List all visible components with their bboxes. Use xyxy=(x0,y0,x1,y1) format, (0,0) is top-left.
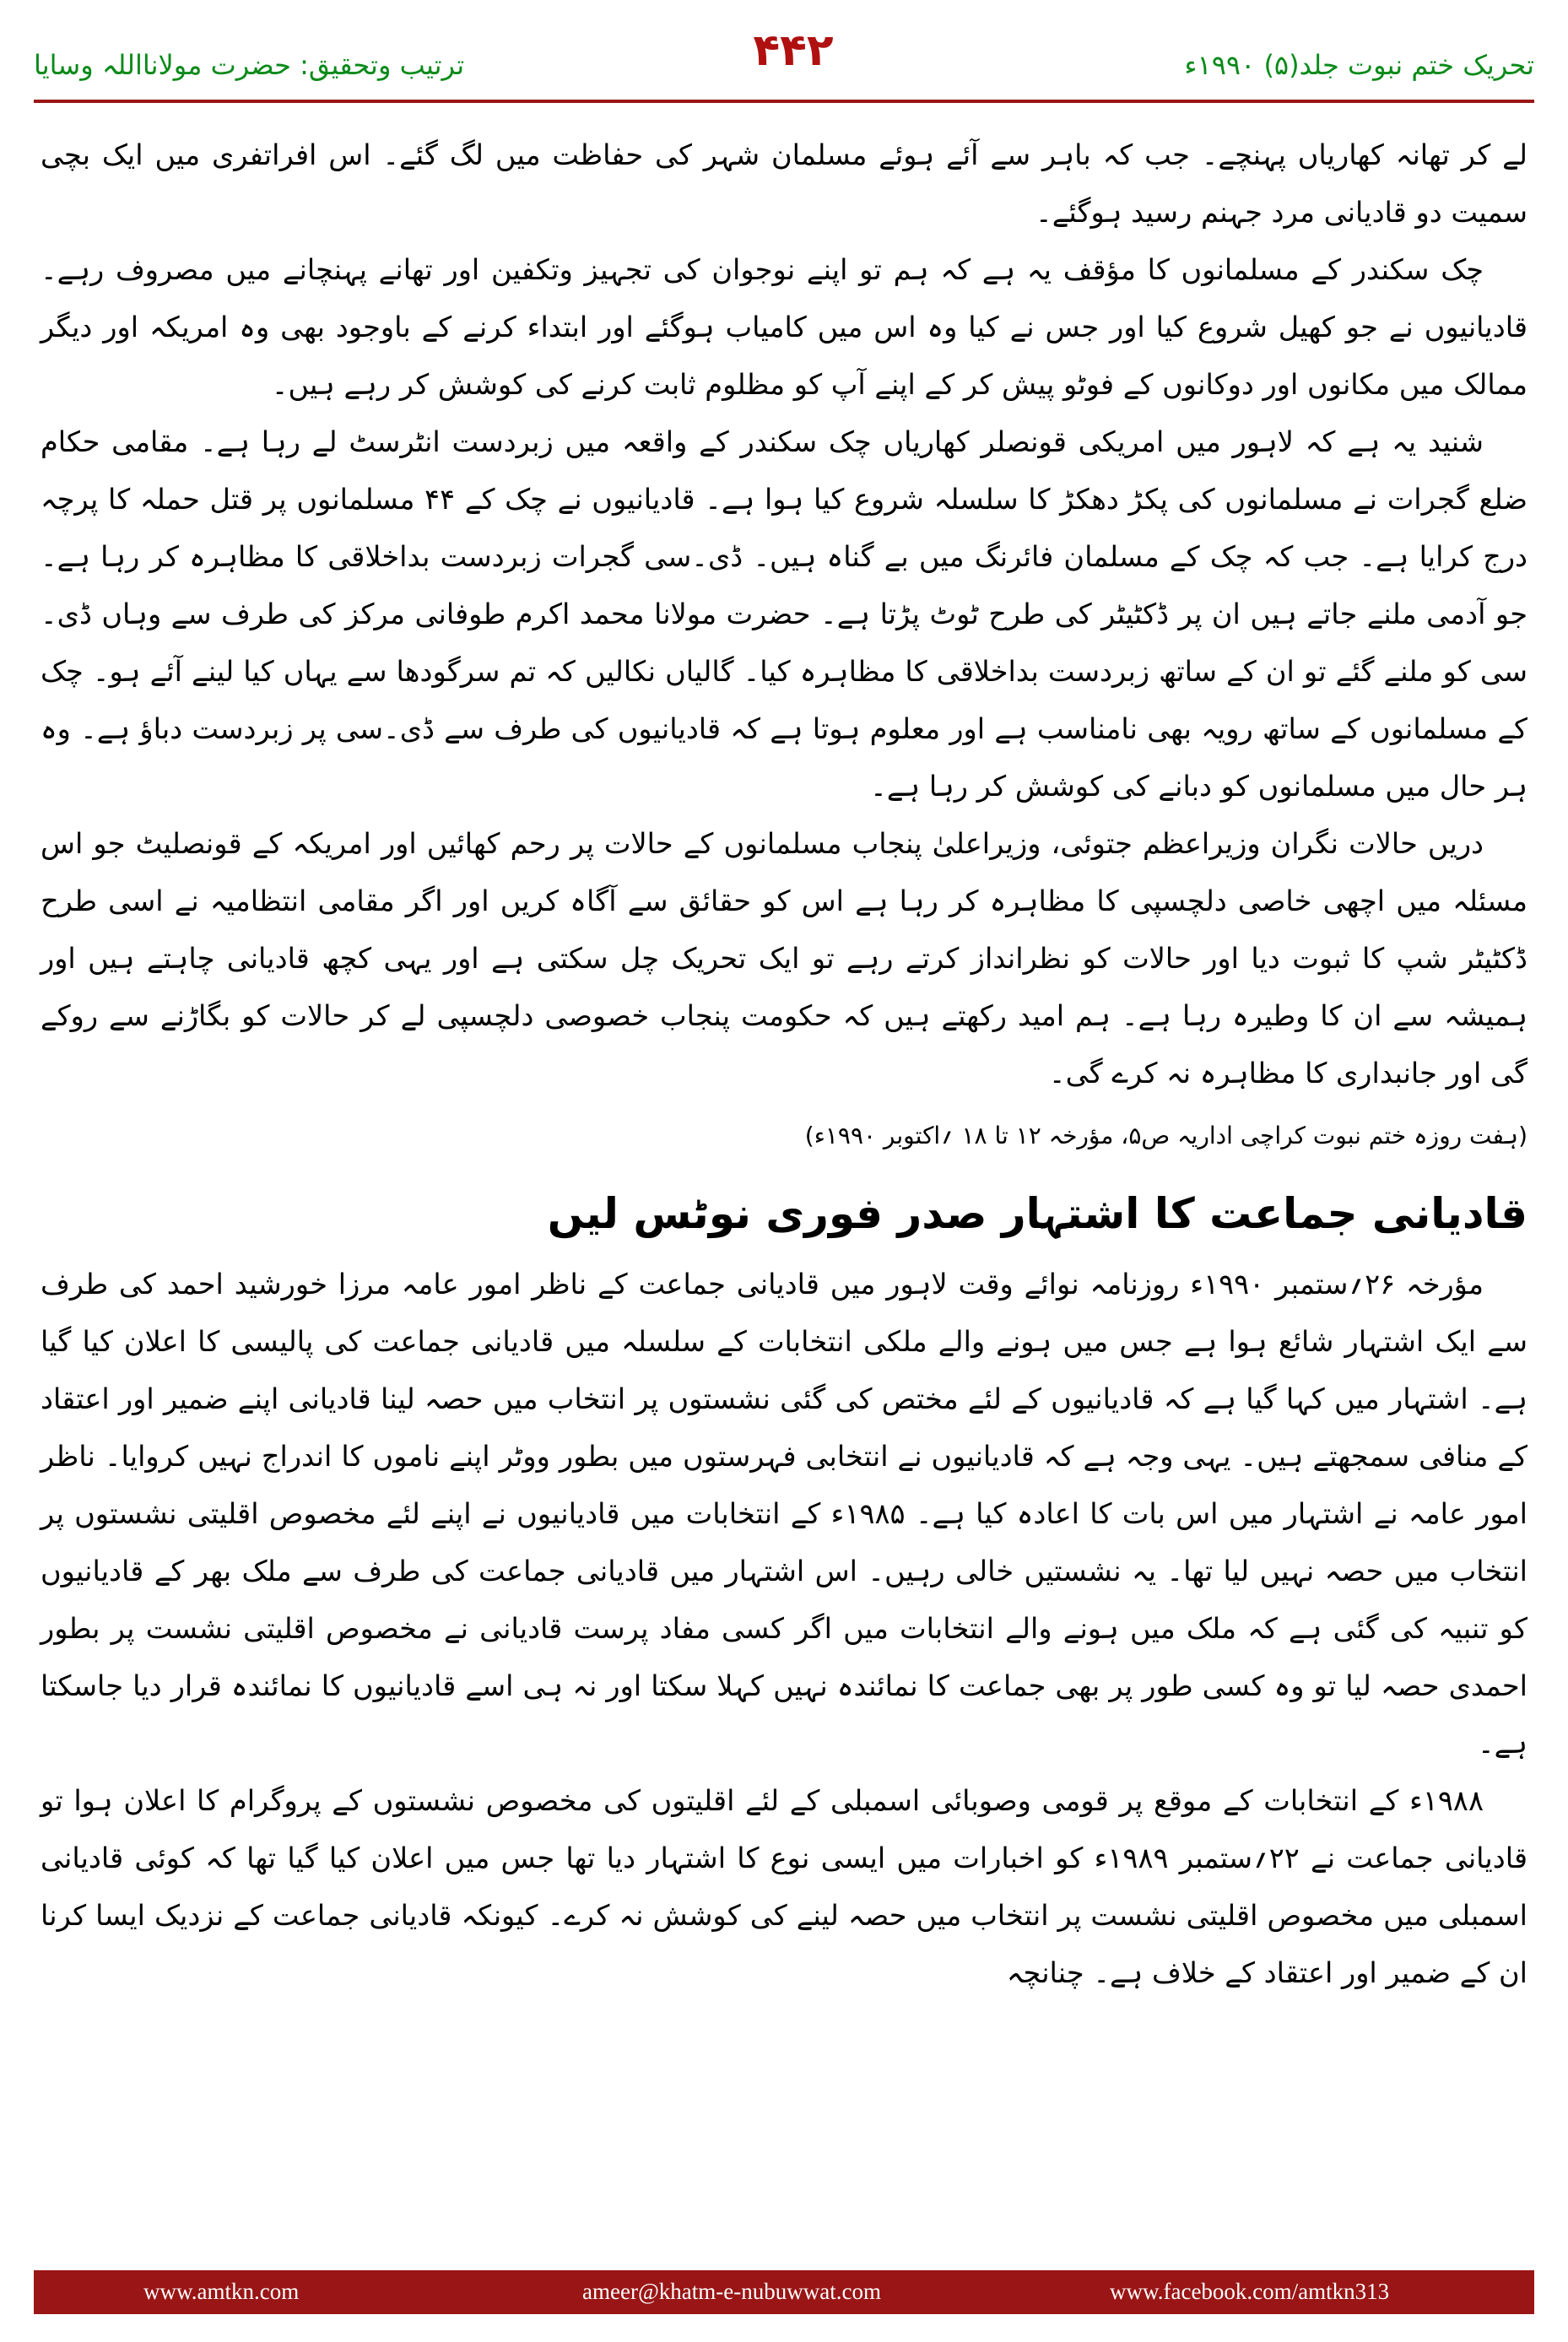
paragraph: لے کر تھانہ کھاریاں پہنچے۔ جب کہ باہر سے آئے ہوئے مسلمان شہر کی حفاظت میں لگ گئے۔ اس افراتفری میں ایک بچی سمیت دو قادیانی مرد جہنم رسید ہوگئے۔ xyxy=(41,138,1527,229)
footer-website-link[interactable]: www.amtkn.com xyxy=(143,2279,300,2304)
footer-facebook-link[interactable]: www.facebook.com/amtkn313 xyxy=(1110,2279,1390,2304)
source-citation: (ہفت روزہ ختم نبوت کراچی اداریہ ص۵، مؤرخہ ۱۲ تا ۱۸ ؍اکتوبر ۱۹۹۰ء) xyxy=(804,1122,1527,1149)
header-book-title: تحریک ختم نبوت جلد(۵) ۱۹۹۰ء xyxy=(1184,49,1534,81)
page-footer xyxy=(34,2270,1534,2314)
paragraph: ۱۹۸۸ء کے انتخابات کے موقع پر قومی وصوبائی اسمبلی کے لئے اقلیتوں کی مخصوص نشستوں کے پروگرام کا اعلان ہوا تو قادیانی جماعت نے ۲۲؍ستمبر ۱۹۸۹ء کو اخبارات میں ایسی نوع کا اشتہار دیا تھا جس میں اعلان کیا گیا تھا کہ کوئی قادیانی اسمبلی میں مخصوص اقلیتی نشست پر انتخاب میں حصہ لینے کی کوشش نہ کرے۔ کیونکہ قادیانی جماعت کے نزدیک ایسا کرنا ان کے ضمیر اور اعتقاد کے خلاف ہے۔ چنانچہ xyxy=(41,1784,1527,1989)
header-compiler: ترتیب وتحقیق: حضرت مولانااللہ وسایا xyxy=(34,49,465,81)
footer-email-link[interactable]: ameer@khatm-e-nubuwwat.com xyxy=(582,2279,881,2304)
section-heading: قادیانی جماعت کا اشتہار صدر فوری نوٹس لیں xyxy=(547,1189,1527,1238)
paragraph: دریں حالات نگران وزیراعظم جتوئی، وزیراعلیٰ پنجاب مسلمانوں کے حالات پر رحم کھائیں اور امریکہ کے قونصلیٹ جو اس مسئلہ میں اچھی خاصی دلچسپی کا مظاہرہ کر رہا ہے اس کو حقائق سے آگاہ کریں اور اگر مقامی انتظامیہ نے اسی طرح ڈکٹیٹر شپ کا ثبوت دیا اور حالات کو نظرانداز کرتے رہے تو ایک تحریک چل سکتی ہے اور یہی کچھ قادیانی چاہتے ہیں اور ہمیشہ سے ان کا وطیرہ رہا ہے۔ ہم امید رکھتے ہیں کہ حکومت پنجاب خصوصی دلچسپی لے کر حالات کو بگاڑنے سے روکے گی اور جانبداری کا مظاہرہ نہ کرے گی۔ xyxy=(41,827,1527,1090)
page-header xyxy=(34,25,1534,101)
paragraph: شنید یہ ہے کہ لاہور میں امریکی قونصلر کھاریاں چک سکندر کے واقعہ میں زبردست انٹرسٹ لے رہا ہے۔ مقامی حکام ضلع گجرات نے مسلمانوں کی پکڑ دھکڑ کا سلسلہ شروع کیا ہوا ہے۔ قادیانیوں نے چک کے ۴۴ مسلمانوں پر قتل حملہ کا پرچہ درج کرایا ہے۔ جب کہ چک کے مسلمان فائرنگ میں بے گناہ ہیں۔ ڈی۔سی گجرات زبردست بداخلاقی کا مظاہرہ کر رہا ہے۔ جو آدمی ملنے جاتے ہیں ان پر ڈکٹیٹر کی طرح ٹوٹ پڑتا ہے۔ حضرت مولانا محمد اکرم طوفانی مرکز کی طرف سے وہاں ڈی۔سی کو ملنے گئے تو ان کے ساتھ زبردست بداخلاقی کا مظاہرہ کیا۔ گالیاں نکالیں کہ تم سرگودھا سے یہاں کیا لینے آئے ہو۔ چک کے مسلمانوں کے ساتھ رویہ بھی نامناسب ہے اور معلوم ہوتا ہے کہ قادیانیوں کی طرف سے ڈی۔سی پر زبردست دباؤ ہے۔ وہ ہر حال میں مسلمانوں کو دبانے کی کوشش کر رہا ہے۔ xyxy=(41,425,1527,803)
page-number: ۴۴۲ xyxy=(753,25,834,76)
page-body xyxy=(41,127,1527,2002)
paragraph: مؤرخہ ۲۶؍ستمبر ۱۹۹۰ء روزنامہ نوائے وقت لاہور میں قادیانی جماعت کے ناظر امور عامہ مرزا خورشید احمد کی طرف سے ایک اشتہار شائع ہوا ہے جس میں ہونے والے ملکی انتخابات کے سلسلہ میں قادیانی جماعت کی پالیسی کا اعلان کیا گیا ہے۔ اشتہار میں کہا گیا ہے کہ قادیانیوں کے لئے مختص کی گئی نشستوں پر انتخاب میں حصہ لینا قادیانی اپنے ضمیر اور اعتقاد کے منافی سمجھتے ہیں۔ یہی وجہ ہے کہ قادیانیوں نے انتخابی فہرستوں میں بطور ووٹر اپنے ناموں کا اندراج نہیں کروایا۔ ناظر امور عامہ نے اشتہار میں اس بات کا اعادہ کیا ہے۔ ۱۹۸۵ء کے انتخابات میں قادیانیوں نے اپنے لئے مخصوص اقلیتی نشستوں پر انتخاب میں حصہ نہیں لیا تھا۔ یہ نشستیں خالی رہیں۔ اس اشتہار میں قادیانی جماعت کی طرف سے ملک بھر کے قادیانیوں کو تنبیہ کی گئی ہے کہ ملک میں ہونے والے انتخابات میں اگر کسی مفاد پرست قادیانی نے مخصوص اقلیتی نشست پر بطور احمدی حصہ لیا تو وہ کسی طور پر بھی جماعت کا نمائندہ نہیں کہلا سکتا اور نہ ہی اسے قادیانیوں کا نمائندہ قرار دیا جاسکتا ہے۔ xyxy=(41,1268,1527,1760)
header-divider xyxy=(34,100,1534,103)
paragraph: چک سکندر کے مسلمانوں کا مؤقف یہ ہے کہ ہم تو اپنے نوجوان کی تجہیز وتکفین اور تھانے پہنچانے میں مصروف رہے۔ قادیانیوں نے جو کھیل شروع کیا اور جس نے کیا وہ اس میں کامیاب ہوگئے اور ابتداء کرنے کے باوجود بھی وہ امریکہ اور دیگر ممالک میں مکانوں اور دوکانوں کے فوٹو پیش کر کے اپنے آپ کو مظلوم ثابت کرنے کی کوشش کر رہے ہیں۔ xyxy=(41,253,1527,401)
